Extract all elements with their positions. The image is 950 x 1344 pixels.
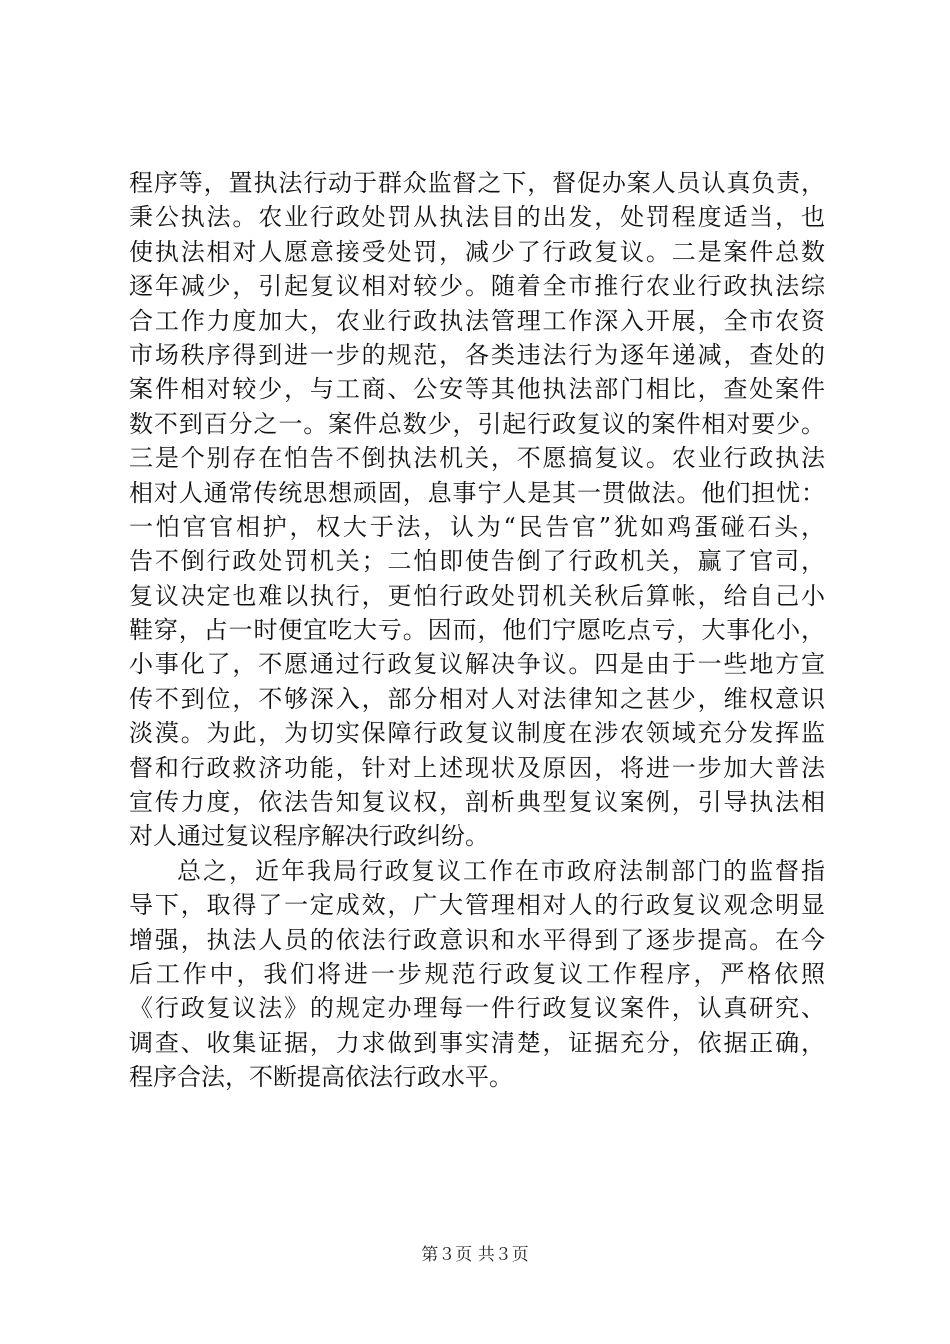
text-line: 合工作力度加大，农业行政执法管理工作深入开展，全市农资 [129,306,825,335]
text-line: 告不倒行政处罚机关；二怕即使告倒了行政机关，赢了官司， [129,547,825,576]
text-line: 淡漠。为此，为切实保障行政复议制度在涉农领域充分发挥监 [129,719,825,748]
text-line: 三是个别存在怕告不倒执法机关，不愿搞复议。农业行政执法 [129,444,825,473]
text-line: 程序等，置执法行动于群众监督之下，督促办案人员认真负责， [129,169,825,197]
paragraph-2 [129,854,825,1095]
text-line: 总之，近年我局行政复议工作在市政府法制部门的监督指 [177,856,825,885]
text-line: 程序合法，不断提高依法行政水平。 [129,1063,513,1092]
text-line: 调查、收集证据，力求做到事实清楚，证据充分，依据正确， [129,1028,825,1057]
text-line: 逐年减少，引起复议相对较少。随着全市推行农业行政执法综 [129,272,825,301]
text-line: 传不到位，不够深入，部分相对人对法律知之甚少，维权意识 [129,684,825,713]
text-line: 宣传力度，依法告知复议权，剖析典型复议案例，引导执法相 [129,788,825,817]
text-line: 《行政复议法》的规定办理每一件行政复议案件，认真研究、 [129,994,825,1023]
text-line: 对人通过复议程序解决行政纠纷。 [129,822,489,851]
text-line: 使执法相对人愿意接受处罚，减少了行政复议。二是案件总数 [129,237,825,266]
text-line: 增强，执法人员的依法行政意识和水平得到了逐步提高。在今 [129,925,825,954]
text-line: 相对人通常传统思想顽固，息事宁人是其一贯做法。他们担忧： [129,478,825,507]
paragraph-1 [129,166,825,854]
text-line: 一怕官官相护，权大于法，认为“民告官”犹如鸡蛋碰石头， [129,512,825,541]
text-line: 小事化了，不愿通过行政复议解决争议。四是由于一些地方宣 [129,650,825,679]
text-line: 秉公执法。农业行政处罚从执法目的出发，处罚程度适当，也 [129,203,825,232]
text-line: 鞋穿，占一时便宜吃大亏。因而，他们宁愿吃点亏，大事化小， [129,616,825,645]
text-line: 案件相对较少，与工商、公安等其他执法部门相比，查处案件 [129,375,825,404]
text-line: 后工作中，我们将进一步规范行政复议工作程序，严格依照 [129,959,825,988]
text-line: 导下，取得了一定成效，广大管理相对人的行政复议观念明显 [129,891,825,920]
document-body [129,166,825,1095]
text-line: 数不到百分之一。案件总数少，引起行政复议的案件相对要少。 [129,409,825,438]
text-line: 复议决定也难以执行，更怕行政处罚机关秋后算帐，给自己小 [129,581,825,610]
text-line: 市场秩序得到进一步的规范，各类违法行为逐年递减，查处的 [129,340,825,369]
page-number-footer: 第３页 共３页 [421,1245,529,1265]
text-line: 督和行政救济功能，针对上述现状及原因，将进一步加大普法 [129,753,825,782]
